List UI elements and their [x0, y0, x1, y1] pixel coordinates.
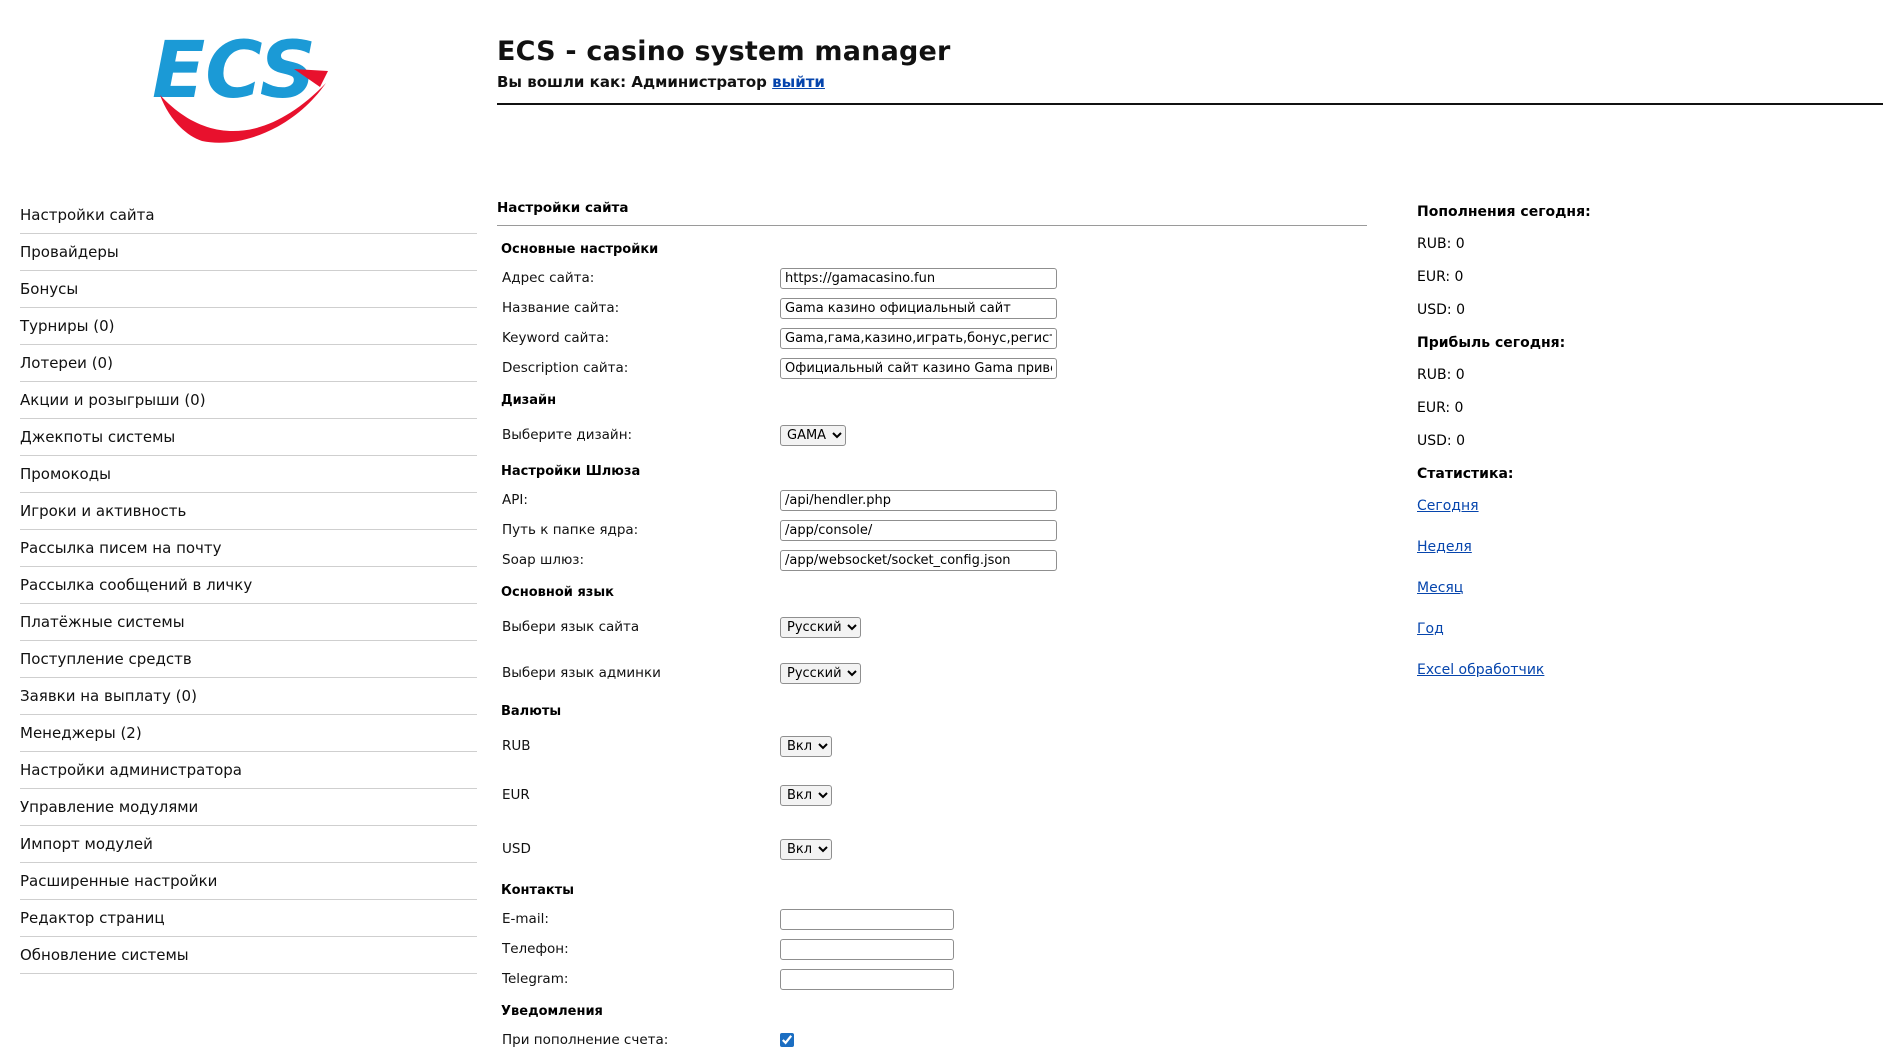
core-path-input[interactable]: [780, 520, 1057, 541]
settings-form: [497, 200, 1397, 1059]
field-api-label: API:: [502, 492, 528, 508]
site-address-input[interactable]: [780, 268, 1057, 289]
currency-rub-select[interactable]: [780, 736, 832, 757]
deposits-title: Пополнения сегодня:: [1417, 204, 1591, 220]
deposits-eur: EUR: 0: [1417, 269, 1464, 285]
field-currency-rub-label: RUB: [502, 738, 531, 754]
logo: [0, 0, 497, 160]
sidebar-item-promocodes[interactable]: Промокоды: [20, 456, 477, 493]
stats-link-excel[interactable]: Excel обработчик: [1417, 662, 1545, 678]
stats-link-month[interactable]: Месяц: [1417, 580, 1464, 596]
page-header: [0, 0, 1903, 160]
field-admin-language: [497, 656, 1397, 690]
field-email-label: E-mail:: [502, 911, 549, 927]
field-admin-language-label: Выбери язык админки: [502, 665, 661, 681]
field-soap-label: Soap шлюз:: [502, 552, 585, 568]
profit-usd: USD: 0: [1417, 433, 1465, 449]
field-keyword-label: Keyword сайта:: [502, 330, 610, 346]
sidebar-item-promotions[interactable]: Акции и розыгрыши (0): [20, 382, 477, 419]
page-title: ECS - casino system manager: [497, 36, 951, 67]
stats-link-week[interactable]: Неделя: [1417, 539, 1472, 555]
site-language-select[interactable]: [780, 617, 861, 638]
soap-input[interactable]: [780, 550, 1057, 571]
field-phone: [497, 938, 1397, 960]
field-deposit-notification: [497, 1029, 1397, 1051]
field-core-path-label: Путь к папке ядра:: [502, 522, 639, 538]
stats-link-year[interactable]: Год: [1417, 621, 1444, 637]
section-gateway: Настройки Шлюза: [501, 464, 641, 479]
field-site-address-label: Адрес сайта:: [502, 270, 595, 286]
sidebar-item-pm-mailing[interactable]: Рассылка сообщений в личку: [20, 567, 477, 604]
field-currency-usd-label: USD: [502, 841, 531, 857]
field-currency-eur: [497, 775, 1397, 815]
section-notifications: Уведомления: [501, 1004, 603, 1019]
field-design-label: Выберите дизайн:: [502, 427, 633, 443]
field-core-path: [497, 519, 1397, 541]
panel-title: Настройки сайта: [497, 200, 1367, 226]
field-soap: [497, 549, 1397, 571]
telegram-input[interactable]: [780, 969, 954, 990]
sidebar-item-advanced-settings[interactable]: Расширенные настройки: [20, 863, 477, 900]
sidebar-item-page-editor[interactable]: Редактор страниц: [20, 900, 477, 937]
description-input[interactable]: [780, 358, 1057, 379]
sidebar-item-site-settings[interactable]: Настройки сайта: [20, 200, 477, 234]
field-site-language: [497, 610, 1397, 644]
sidebar-item-lotteries[interactable]: Лотереи (0): [20, 345, 477, 382]
logout-link[interactable]: выйти: [772, 73, 825, 91]
currency-usd-select[interactable]: [780, 839, 832, 860]
sidebar-item-email-mailing[interactable]: Рассылка писем на почту: [20, 530, 477, 567]
section-contacts: Контакты: [501, 883, 574, 898]
sidebar-item-tournaments[interactable]: Турниры (0): [20, 308, 477, 345]
profit-title: Прибыль сегодня:: [1417, 335, 1566, 351]
field-description: [497, 357, 1397, 379]
sidebar-item-admin-settings[interactable]: Настройки администратора: [20, 752, 477, 789]
sidebar-item-bonuses[interactable]: Бонусы: [20, 271, 477, 308]
field-phone-label: Телефон:: [502, 941, 569, 957]
login-status: [497, 73, 1883, 105]
stats-link-today[interactable]: Сегодня: [1417, 498, 1479, 514]
ecs-logo-icon: [144, 25, 354, 150]
currency-eur-select[interactable]: [780, 785, 832, 806]
field-telegram-label: Telegram:: [502, 971, 569, 987]
site-name-input[interactable]: [780, 298, 1057, 319]
field-api: [497, 489, 1397, 511]
field-keyword: [497, 327, 1397, 349]
deposits-usd: USD: 0: [1417, 302, 1465, 318]
section-basic-settings: Основные настройки: [501, 242, 659, 257]
deposits-rub: RUB: 0: [1417, 236, 1465, 252]
field-telegram: [497, 968, 1397, 990]
field-description-label: Description сайта:: [502, 360, 629, 376]
field-design: [497, 418, 1397, 452]
deposit-notification-checkbox[interactable]: [780, 1033, 794, 1047]
sidebar: [0, 200, 497, 974]
sidebar-item-module-import[interactable]: Импорт модулей: [20, 826, 477, 863]
section-design: Дизайн: [501, 393, 557, 408]
field-currency-eur-label: EUR: [502, 787, 530, 803]
sidebar-item-providers[interactable]: Провайдеры: [20, 234, 477, 271]
keyword-input[interactable]: [780, 328, 1057, 349]
design-select[interactable]: [780, 425, 846, 446]
field-currency-rub: [497, 729, 1397, 763]
field-site-address: [497, 267, 1397, 289]
section-currencies: Валюты: [501, 704, 562, 719]
svg-text:ECS: ECS: [151, 25, 316, 116]
stats-panel: [1397, 200, 1827, 703]
sidebar-item-module-management[interactable]: Управление модулями: [20, 789, 477, 826]
profit-eur: EUR: 0: [1417, 400, 1464, 416]
field-site-name-label: Название сайта:: [502, 300, 620, 316]
field-site-language-label: Выбери язык сайта: [502, 619, 640, 635]
profit-rub: RUB: 0: [1417, 367, 1465, 383]
sidebar-item-jackpots[interactable]: Джекпоты системы: [20, 419, 477, 456]
sidebar-item-system-update[interactable]: Обновление системы: [20, 937, 477, 974]
sidebar-item-managers[interactable]: Менеджеры (2): [20, 715, 477, 752]
login-status-text: Вы вошли как: Администратор: [497, 73, 767, 91]
section-language: Основной язык: [501, 585, 614, 600]
email-input[interactable]: [780, 909, 954, 930]
sidebar-item-players[interactable]: Игроки и активность: [20, 493, 477, 530]
api-input[interactable]: [780, 490, 1057, 511]
field-email: [497, 908, 1397, 930]
field-site-name: [497, 297, 1397, 319]
sidebar-menu: [20, 200, 477, 974]
sidebar-item-payment-systems[interactable]: Платёжные системы: [20, 604, 477, 641]
stats-title: Статистика:: [1417, 466, 1514, 482]
sidebar-item-incoming-funds[interactable]: Поступление средств: [20, 641, 477, 678]
field-deposit-notification-label: При пополнение счета:: [502, 1032, 669, 1048]
field-currency-usd: [497, 829, 1397, 869]
admin-language-select[interactable]: [780, 663, 861, 684]
sidebar-item-payout-requests[interactable]: Заявки на выплату (0): [20, 678, 477, 715]
phone-input[interactable]: [780, 939, 954, 960]
